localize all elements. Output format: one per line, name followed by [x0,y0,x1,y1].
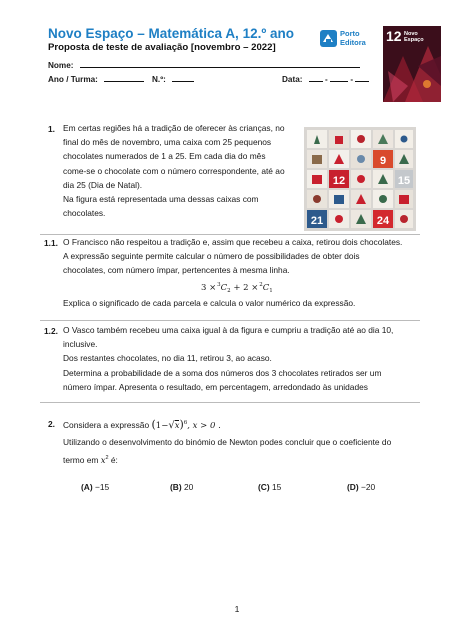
q1-line: chocolates numerados de 1 a 25. Em cada dia do mês [63,151,266,162]
calendar-number-24: 24 [376,215,390,227]
document-title: Novo Espaço – Matemática A, 12.º ano [48,26,295,41]
option-label: (D) [347,482,359,492]
q2-line3 [63,451,118,468]
expr-one: 1 [155,421,162,431]
ano-turma-label: Ano / Turma: [48,75,98,84]
publisher-logo [320,26,380,52]
q1-text [63,121,301,220]
formula-c: C [220,283,228,293]
q1-1-line: chocolates, com número ímpar, pertencentes à mesma linha. [63,265,290,276]
q1-2-line: Determina a probabilidade de a soma dos números dos 3 chocolates retirados ser um [63,367,382,378]
option-a[interactable] [81,482,109,492]
formula-sub: 2 [227,288,231,294]
nome-row [48,59,360,70]
option-label: (A) [81,482,93,492]
formula-c: C [262,283,270,293]
q1-1-text [63,235,433,278]
q2-expression: $(1-√x)^6$, x > 0 . [151,418,221,431]
calendar-number-12: 12 [332,175,346,187]
option-value: −15 [94,482,110,492]
q1-2-number: 1.2. [44,326,58,336]
q1-1-number: 1.1. [44,238,58,248]
data-row [282,73,369,84]
q2-line2: Utilizando o desenvolvimento do binómio de Newton podes concluir que o coeficiente do [63,437,392,447]
data-day-field[interactable] [309,73,323,82]
q1-line: dia 25 (Dia de Natal). [63,179,143,190]
q1-line: come-se o chocolate com o número correspondente, até ao [63,165,285,176]
logo-line2: Editora [340,37,366,47]
document-subtitle: Proposta de teste de avaliação [novembro – 2022] [48,42,276,53]
q1-line: Na figura está representada uma dessas caixas com [63,194,259,205]
cover-line1: Novo [404,31,418,37]
q2-intro [63,416,221,433]
page-number: 1 [234,604,240,614]
data-month-field[interactable] [330,73,348,82]
porto-editora-logo-icon [320,30,337,47]
q2-intro-text: Considera a expressão [63,420,150,430]
q2-x-exponent: 2 [105,455,109,461]
q2-line3-text: termo em [63,455,99,465]
nome-label: Nome: [48,61,74,70]
formula-sup: 2 [259,282,263,288]
formula-sub: 1 [269,288,273,294]
q1-2-line: número ímpar. Apresenta o resultado, em percentagem, arredondado às unidades [63,381,368,392]
book-cover [383,26,441,102]
expr-x: x [174,421,180,431]
section-divider [40,320,420,321]
cover-line2: Espaço [404,37,424,43]
q2-line3-end: é: [110,455,118,465]
option-d[interactable] [347,482,375,492]
option-label: (B) [170,482,182,492]
ano-turma-field[interactable] [104,73,144,82]
calendar-number-9: 9 [379,155,387,167]
ano-row [48,73,144,84]
q1-number: 1. [48,124,55,134]
q2-x: x [100,456,106,466]
logo-line1: Porto [340,29,360,38]
expr-condition: , x > 0 . [187,421,221,431]
q1-2-line: Dos restantes chocolates, no dia 11, retirou 3, ao acaso. [63,353,272,364]
q2-number: 2. [48,419,55,429]
formula-part: 3 × [201,283,217,293]
q1-line: chocolates. [63,208,106,219]
book-cover-art [383,26,441,102]
numero-label: N.º: [152,75,166,84]
q1-1-line: O Francisco não respeitou a tradição e, assim que recebeu a caixa, retirou dois chocolates. [63,237,403,247]
section-divider [40,402,420,403]
numero-row [152,73,194,84]
option-value: −20 [360,482,376,492]
option-value: 20 [183,482,194,492]
option-value: 15 [271,482,282,492]
option-c[interactable] [258,482,281,492]
calendar-number-21: 21 [310,215,324,227]
option-label: (C) [258,482,270,492]
calendar-number-15: 15 [397,175,411,187]
formula-part: + 2 × [233,283,259,293]
advent-calendar-figure [304,127,416,231]
data-sep1: - [325,75,328,84]
data-year-field[interactable] [355,73,369,82]
cover-number: 12 [386,28,402,44]
q1-2-line: O Vasco também recebeu uma caixa igual à da figura e cumpriu a tradição até ao dia 10, [63,325,394,335]
expr-exponent: 6 [183,420,188,426]
numero-field[interactable] [172,73,194,82]
nome-field[interactable] [80,59,360,68]
expr-minus: − [161,421,169,431]
q1-1-formula [201,282,273,294]
data-label: Data: [282,75,303,84]
q1-2-line: inclusive. [63,339,98,350]
q1-1-instruction: Explica o significado de cada parcela e calcula o valor numérico da expressão. [63,298,356,308]
data-sep2: - [350,75,354,84]
option-b[interactable] [170,482,193,492]
q1-line: Em certas regiões há a tradição de oferecer às crianças, no [63,123,285,133]
q1-line: final do mês de novembro, uma caixa com 25 pequenos [63,137,272,148]
formula-sup: 3 [217,282,221,288]
q1-1-line: A expressão seguinte permite calcular o número de possibilidades de obter dois [63,251,360,262]
q1-2-text [63,323,433,394]
